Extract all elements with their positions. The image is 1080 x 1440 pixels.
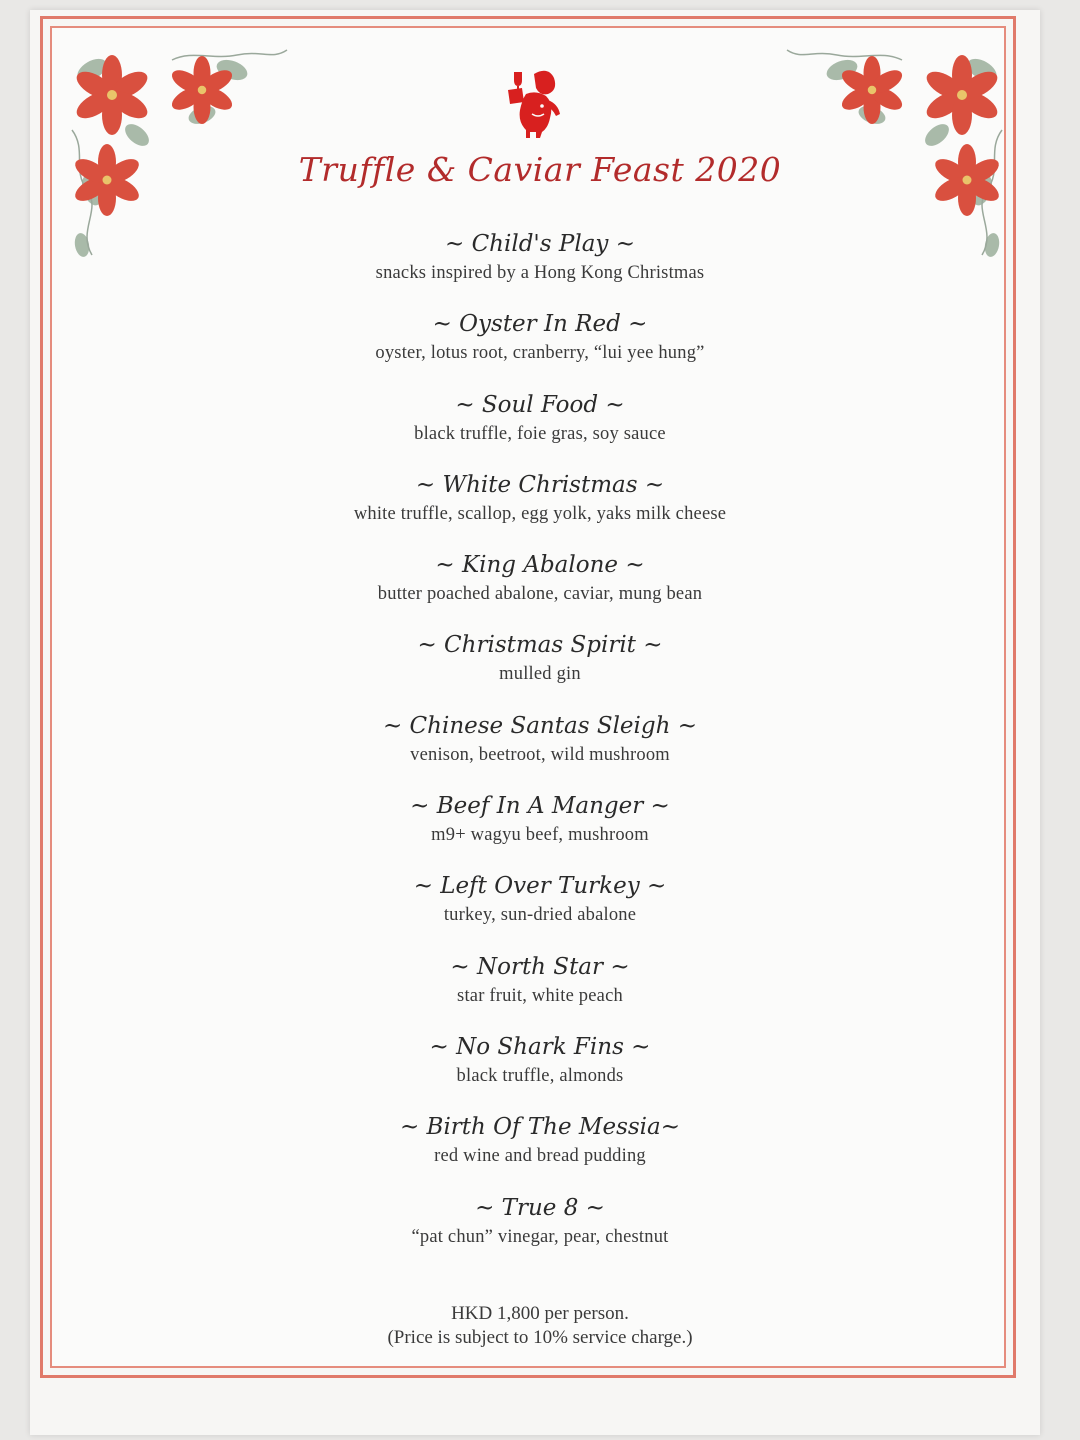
course-name: ~ Birth Of The Messia~: [399, 1114, 681, 1141]
course-item: [0, 1111, 1080, 1191]
price-line: HKD 1,800 per person.: [451, 1303, 629, 1324]
course-description: red wine and bread pudding: [434, 1146, 646, 1167]
course-item: [0, 469, 1080, 549]
course-item: [0, 1192, 1080, 1272]
course-description: black truffle, almonds: [456, 1065, 624, 1086]
course-description: oyster, lotus root, cranberry, “lui yee hung”: [375, 343, 705, 364]
course-name: ~ Christmas Spirit ~: [417, 632, 663, 659]
course-name: ~ North Star ~: [450, 953, 630, 980]
course-name: ~ No Shark Fins ~: [429, 1033, 651, 1060]
course-description: butter poached abalone, caviar, mung bean: [377, 584, 703, 605]
course-item: [0, 389, 1080, 469]
course-item: [0, 1031, 1080, 1111]
restaurant-logo-icon: [496, 60, 566, 140]
course-name: ~ Child's Play ~: [445, 231, 635, 257]
course-name: ~ King Abalone ~: [435, 552, 645, 579]
course-name: ~ Oyster In Red ~: [432, 311, 648, 338]
course-item: [0, 228, 1080, 308]
course-list: [0, 228, 1080, 1272]
course-item: [0, 870, 1080, 950]
course-description: turkey, sun-dried abalone: [443, 905, 637, 926]
course-item: [0, 308, 1080, 388]
course-description: white truffle, scallop, egg yolk, yaks milk cheese: [353, 503, 727, 524]
course-description: venison, beetroot, wild mushroom: [410, 744, 670, 765]
course-item: [0, 710, 1080, 790]
course-description: star fruit, white peach: [457, 985, 623, 1006]
course-description: “pat chun” vinegar, pear, chestnut: [411, 1226, 669, 1247]
course-description: snacks inspired by a Hong Kong Christmas: [375, 263, 705, 283]
course-description: m9+ wagyu beef, mushroom: [431, 825, 649, 846]
course-description: mulled gin: [499, 664, 581, 685]
course-item: [0, 629, 1080, 709]
course-name: ~ True 8 ~: [475, 1194, 605, 1221]
course-item: [0, 790, 1080, 870]
course-item: [0, 951, 1080, 1031]
price-block: [0, 1302, 1080, 1350]
course-name: ~ Chinese Santas Sleigh ~: [382, 712, 698, 739]
course-name: ~ Soul Food ~: [455, 391, 625, 418]
service-charge-note: (Price is subject to 10% service charge.): [387, 1327, 693, 1348]
course-name: ~ Left Over Turkey ~: [413, 873, 667, 900]
course-item: [0, 549, 1080, 629]
course-description: black truffle, foie gras, soy sauce: [414, 423, 666, 444]
course-name: ~ White Christmas ~: [415, 471, 665, 498]
course-name: ~ Beef In A Manger ~: [410, 793, 670, 820]
menu-title: Truffle & Caviar Feast 2020: [298, 150, 782, 189]
